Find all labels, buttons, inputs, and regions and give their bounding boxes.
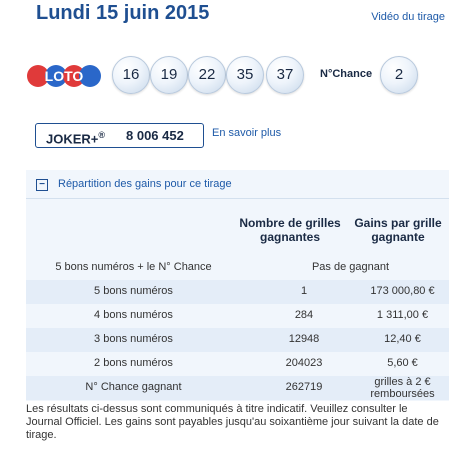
disclaimer-note: Les résultats ci-dessus sont communiqués à titre indicatif. Veuillez consulter le Journal Officiel. Les gains sont payables jusqu'au soixantième jour suivant la date de tirage. <box>26 403 439 441</box>
draw-date-title: Lundi 15 juin 2015 <box>36 2 210 24</box>
col-header-grilles: Nombre de grilles gagnantes <box>239 216 341 244</box>
chance-label: N°Chance <box>320 68 373 80</box>
ball-5: 37 <box>266 56 304 94</box>
rang-cell: 2 bons numéros <box>94 357 173 369</box>
grilles-cell: 12948 <box>288 333 320 345</box>
joker-number: 8 006 452 <box>126 128 184 143</box>
gains-panel-header[interactable] <box>26 174 449 199</box>
grilles-cell: 262719 <box>285 381 323 393</box>
gain-row <box>26 376 449 400</box>
loto-logo <box>26 62 102 90</box>
gain-line-2: remboursées <box>370 388 435 400</box>
gain-cell: 1 311,00 € <box>376 309 429 321</box>
rang-cell: 5 bons numéros + le N° Chance <box>55 261 212 273</box>
col-header-gains: Gains par grille gagnante <box>354 216 442 244</box>
gain-row <box>26 304 449 328</box>
gain-line-1: grilles à 2 € <box>374 376 431 388</box>
grilles-cell: 204023 <box>285 357 323 369</box>
ball-4: 35 <box>226 56 264 94</box>
rang-cell: N° Chance gagnant <box>85 381 182 393</box>
no-winner-cell: Pas de gagnant <box>311 261 390 273</box>
gain-cell: 173 000,80 € <box>370 285 435 297</box>
joker-box <box>35 123 204 148</box>
rang-cell: 3 bons numéros <box>94 333 173 345</box>
gain-row <box>26 256 449 280</box>
gain-row <box>26 280 449 304</box>
logo-text: LOTO <box>44 68 84 84</box>
ball-1: 16 <box>112 56 150 94</box>
gain-cell: 12,40 € <box>384 333 421 345</box>
registered-mark: ® <box>98 130 106 140</box>
gain-cell: 5,60 € <box>387 357 418 369</box>
ball-2: 19 <box>150 56 188 94</box>
gain-row <box>26 352 449 376</box>
joker-label: JOKER+® <box>46 130 106 147</box>
draw-results <box>26 56 446 96</box>
gains-section-title[interactable]: Répartition des gains pour ce tirage <box>58 178 232 190</box>
gain-cell <box>356 376 449 400</box>
grilles-cell: 284 <box>294 309 314 321</box>
joker-more-link[interactable]: En savoir plus <box>212 127 282 139</box>
rang-cell: 4 bons numéros <box>94 309 173 321</box>
rang-cell: 5 bons numéros <box>94 285 173 297</box>
video-link[interactable]: Vidéo du tirage <box>371 11 445 23</box>
chance-ball: 2 <box>380 56 418 94</box>
grilles-cell: 1 <box>300 285 308 297</box>
gain-row <box>26 328 449 352</box>
collapse-icon[interactable]: − <box>36 179 48 191</box>
ball-3: 22 <box>188 56 226 94</box>
